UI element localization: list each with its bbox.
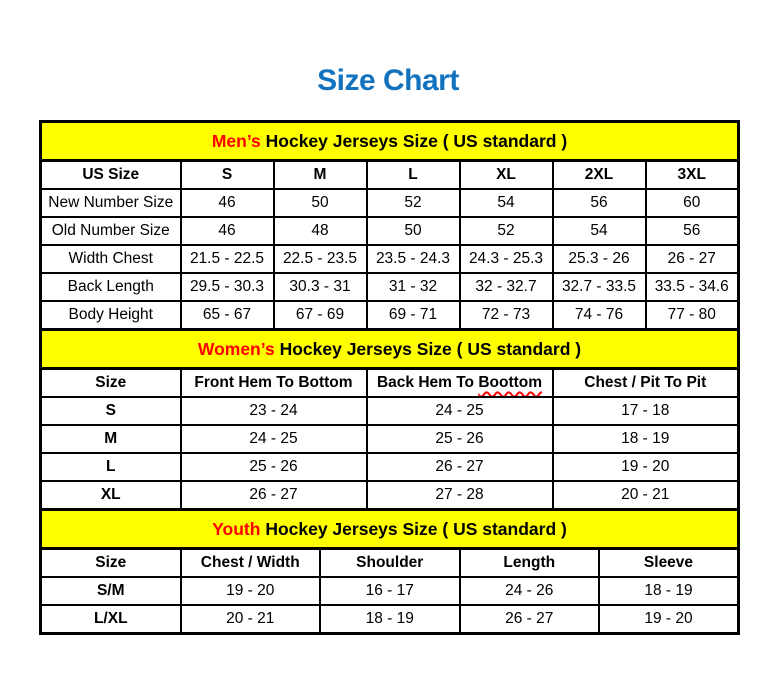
womens-banner-row <box>41 330 739 369</box>
size-value-cell: 52 <box>367 189 460 217</box>
table-row <box>41 453 739 481</box>
size-value-cell: 77 - 80 <box>646 301 739 330</box>
size-tables-container <box>39 120 740 635</box>
youth-size-table <box>39 508 740 635</box>
column-header: Length <box>460 549 600 578</box>
size-value-cell: 24 - 25 <box>367 397 553 425</box>
youth-header-row <box>41 549 739 578</box>
size-value-cell: 69 - 71 <box>367 301 460 330</box>
table-row <box>41 425 739 453</box>
size-value-cell: 22.5 - 23.5 <box>274 245 367 273</box>
row-label: S/M <box>41 577 181 605</box>
mens-header-row <box>41 161 739 190</box>
size-value-cell: 30.3 - 31 <box>274 273 367 301</box>
size-value-cell: 19 - 20 <box>181 577 321 605</box>
row-label: Old Number Size <box>41 217 181 245</box>
size-value-cell: 25 - 26 <box>181 453 367 481</box>
table-row <box>41 577 739 605</box>
column-header: 3XL <box>646 161 739 190</box>
size-value-cell: 18 - 19 <box>320 605 460 634</box>
size-value-cell: 26 - 27 <box>460 605 600 634</box>
womens-section-title-highlight: Women’s <box>197 338 275 359</box>
womens-header-row <box>41 369 739 398</box>
table-row <box>41 301 739 330</box>
size-value-cell: 16 - 17 <box>320 577 460 605</box>
size-value-cell: 46 <box>181 189 274 217</box>
size-value-cell: 24.3 - 25.3 <box>460 245 553 273</box>
size-value-cell: 31 - 32 <box>367 273 460 301</box>
size-value-cell: 17 - 18 <box>553 397 739 425</box>
size-value-cell: 19 - 20 <box>599 605 739 634</box>
size-value-cell: 54 <box>553 217 646 245</box>
table-row <box>41 397 739 425</box>
column-header <box>367 369 553 398</box>
womens-section-title-rest: Hockey Jerseys Size ( US standard ) <box>279 338 582 359</box>
misspelled-word: Boottom <box>478 374 543 391</box>
column-header-text: Back Hem To <box>376 374 475 391</box>
size-value-cell: 54 <box>460 189 553 217</box>
column-header: 2XL <box>553 161 646 190</box>
table-row <box>41 273 739 301</box>
youth-section-title <box>41 510 739 549</box>
size-value-cell: 23.5 - 24.3 <box>367 245 460 273</box>
womens-section-title <box>41 330 739 369</box>
size-value-cell: 18 - 19 <box>553 425 739 453</box>
size-value-cell: 50 <box>367 217 460 245</box>
size-value-cell: 29.5 - 30.3 <box>181 273 274 301</box>
column-header: Chest / Width <box>181 549 321 578</box>
size-value-cell: 26 - 27 <box>181 481 367 510</box>
column-header: Shoulder <box>320 549 460 578</box>
size-value-cell: 33.5 - 34.6 <box>646 273 739 301</box>
row-label: S <box>41 397 181 425</box>
column-header: M <box>274 161 367 190</box>
size-value-cell: 24 - 25 <box>181 425 367 453</box>
size-value-cell: 20 - 21 <box>181 605 321 634</box>
column-header: Size <box>41 549 181 578</box>
table-row <box>41 605 739 634</box>
youth-banner-row <box>41 510 739 549</box>
row-label: Width Chest <box>41 245 181 273</box>
size-value-cell: 21.5 - 22.5 <box>181 245 274 273</box>
column-header: Front Hem To Bottom <box>181 369 367 398</box>
row-label: M <box>41 425 181 453</box>
table-row <box>41 189 739 217</box>
size-value-cell: 72 - 73 <box>460 301 553 330</box>
column-header: Chest / Pit To Pit <box>553 369 739 398</box>
size-value-cell: 60 <box>646 189 739 217</box>
row-label: L <box>41 453 181 481</box>
size-value-cell: 20 - 21 <box>553 481 739 510</box>
page-title: Size Chart <box>317 64 459 97</box>
size-value-cell: 19 - 20 <box>553 453 739 481</box>
size-value-cell: 24 - 26 <box>460 577 600 605</box>
size-value-cell: 48 <box>274 217 367 245</box>
mens-section-title-rest: Hockey Jerseys Size ( US standard ) <box>265 130 568 151</box>
row-label: L/XL <box>41 605 181 634</box>
size-value-cell: 18 - 19 <box>599 577 739 605</box>
column-header: US Size <box>41 161 181 190</box>
size-value-cell: 46 <box>181 217 274 245</box>
column-header: S <box>181 161 274 190</box>
column-header: Size <box>41 369 181 398</box>
mens-size-table <box>39 120 740 331</box>
size-value-cell: 56 <box>646 217 739 245</box>
row-label: Body Height <box>41 301 181 330</box>
mens-section-title-highlight: Men’s <box>211 130 261 151</box>
row-label: Back Length <box>41 273 181 301</box>
size-value-cell: 32.7 - 33.5 <box>553 273 646 301</box>
size-value-cell: 32 - 32.7 <box>460 273 553 301</box>
size-value-cell: 25.3 - 26 <box>553 245 646 273</box>
mens-banner-row <box>41 122 739 161</box>
youth-section-title-rest: Hockey Jerseys Size ( US standard ) <box>265 518 567 539</box>
table-row <box>41 245 739 273</box>
column-header: Sleeve <box>599 549 739 578</box>
column-header: XL <box>460 161 553 190</box>
table-row <box>41 481 739 510</box>
row-label: New Number Size <box>41 189 181 217</box>
size-value-cell: 52 <box>460 217 553 245</box>
size-value-cell: 26 - 27 <box>646 245 739 273</box>
size-value-cell: 65 - 67 <box>181 301 274 330</box>
size-value-cell: 27 - 28 <box>367 481 553 510</box>
size-value-cell: 50 <box>274 189 367 217</box>
mens-section-title <box>41 122 739 161</box>
size-value-cell: 26 - 27 <box>367 453 553 481</box>
column-header: L <box>367 161 460 190</box>
size-value-cell: 56 <box>553 189 646 217</box>
row-label: XL <box>41 481 181 510</box>
table-row <box>41 217 739 245</box>
womens-size-table <box>39 328 740 511</box>
size-value-cell: 74 - 76 <box>553 301 646 330</box>
youth-section-title-highlight: Youth <box>212 518 261 539</box>
size-value-cell: 23 - 24 <box>181 397 367 425</box>
size-value-cell: 25 - 26 <box>367 425 553 453</box>
size-value-cell: 67 - 69 <box>274 301 367 330</box>
